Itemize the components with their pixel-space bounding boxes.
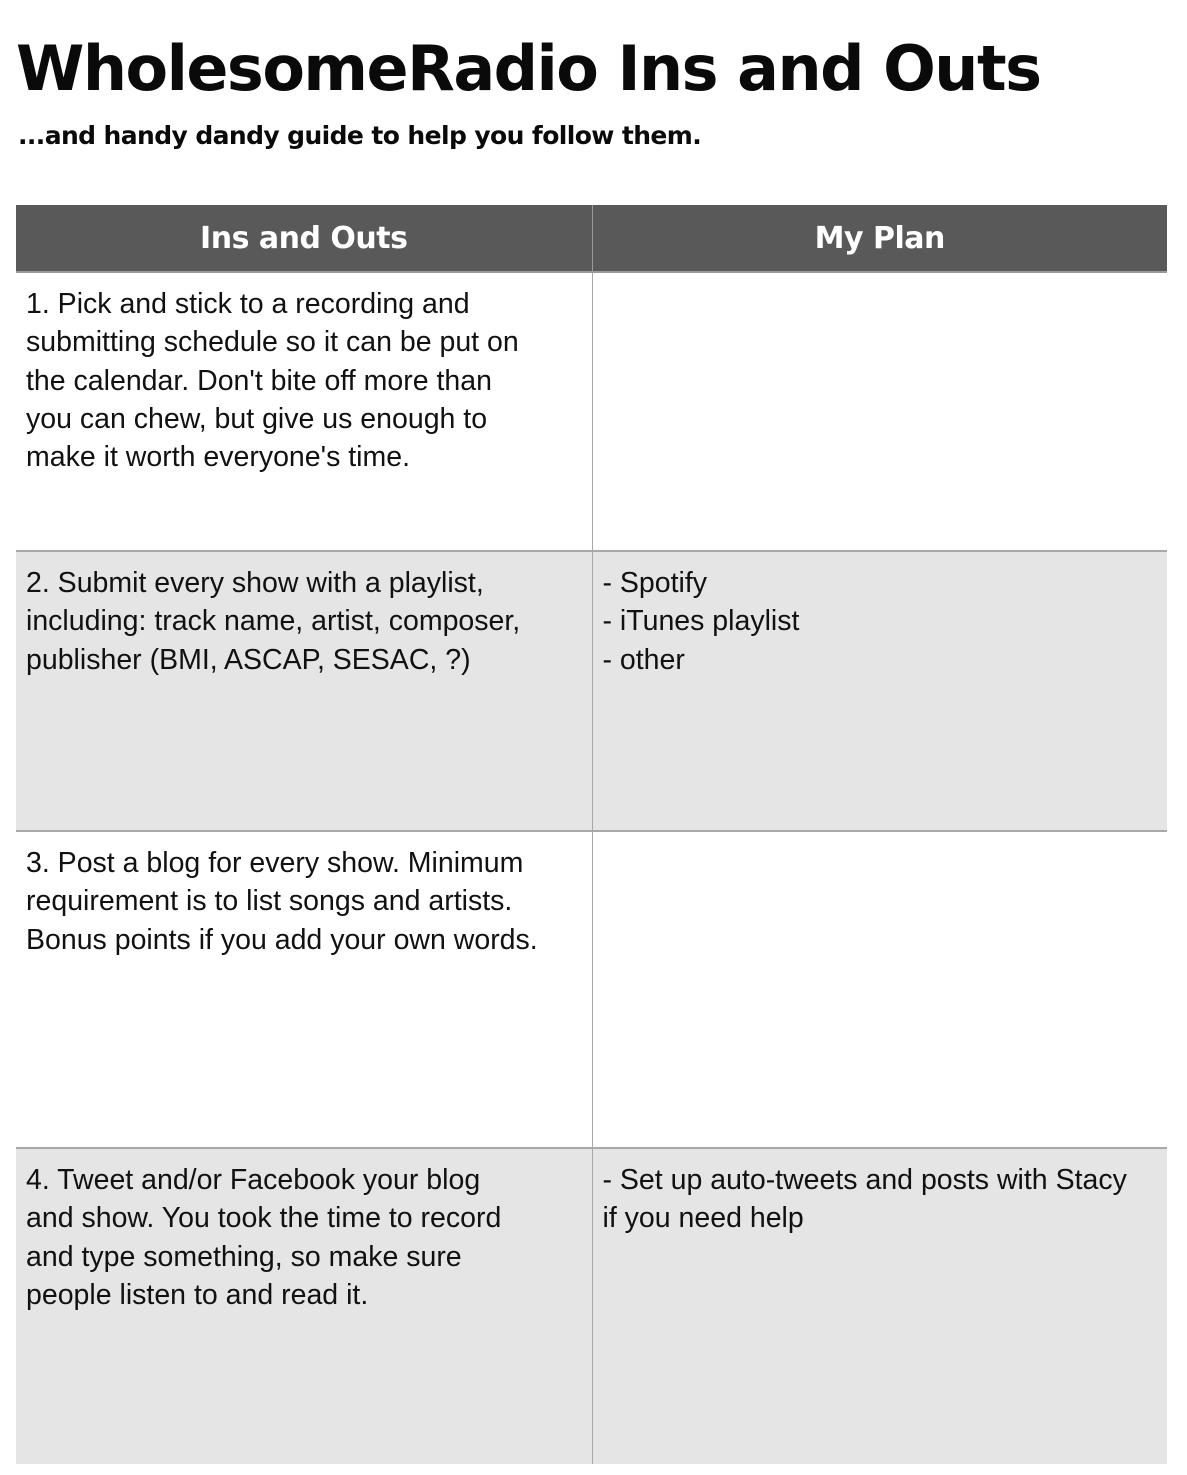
table-row [16, 551, 1167, 831]
table-row [16, 1148, 1167, 1464]
rule-cell: 3. Post a blog for every show. Minimum requirement is to list songs and artists. Bonus points if you add your own words. [16, 831, 592, 1148]
plan-cell: - Spotify - iTunes playlist - other [592, 551, 1167, 831]
table-row [16, 831, 1167, 1148]
header-my-plan: My Plan [592, 205, 1167, 272]
page-title: WholesomeRadio Ins and Outs [16, 32, 1041, 105]
plan-cell [592, 272, 1167, 551]
rule-cell: 4. Tweet and/or Facebook your blog and show. You took the time to record and type something, so make sure people listen to and read it. [16, 1148, 592, 1464]
plan-cell [592, 831, 1167, 1148]
rule-cell: 1. Pick and stick to a recording and submitting schedule so it can be put on the calendar. Don't bite off more than you can chew, but give us enough to make it worth everyone's time. [16, 272, 592, 551]
plan-cell: - Set up auto-tweets and posts with Stacy if you need help [592, 1148, 1167, 1464]
table-row [16, 272, 1167, 551]
ins-and-outs-table [16, 205, 1167, 1464]
header-ins-and-outs: Ins and Outs [16, 205, 592, 272]
table-header-row [16, 205, 1167, 272]
rule-cell: 2. Submit every show with a playlist, including: track name, artist, composer, publisher (BMI, ASCAP, SESAC, ?) [16, 551, 592, 831]
page-subtitle: ...and handy dandy guide to help you follow them. [18, 121, 702, 150]
